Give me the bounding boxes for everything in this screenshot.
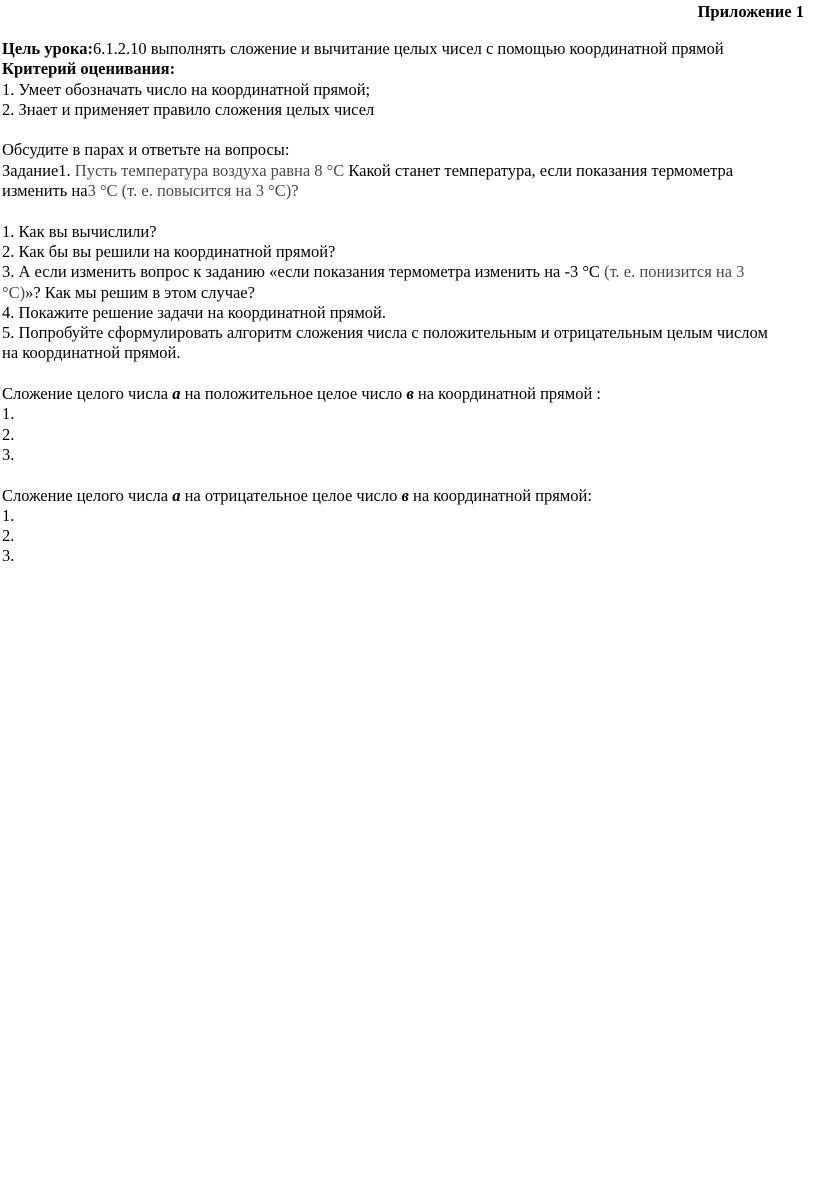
goal-code: 6.1.2.10	[92, 39, 147, 58]
criteria-item-2: 2. Знает и применяет правило сложения целых чисел	[2, 99, 375, 119]
negative-step-2: 2.	[2, 526, 15, 546]
criteria-title: Критерий оценивания:	[2, 59, 176, 79]
positive-step-1: 1.	[2, 404, 15, 424]
variable-a: а	[172, 485, 181, 505]
question-5-line-1: 5. Попробуйте сформулировать алгоритм сложения числа с положительным и отрицательным целым числом	[2, 323, 768, 343]
positive-step-3: 3.	[2, 444, 15, 464]
goal-label: Цель урока:	[2, 39, 93, 58]
goal-text: выполнять сложение и вычитание целых чисел с помощью координатной прямой	[146, 39, 724, 58]
variable-b: в	[401, 485, 409, 505]
variable-b: в	[406, 384, 414, 404]
task1-line-2: изменить на3 °С (т. е. повысится на 3 °С)?	[2, 181, 299, 201]
negative-step-3: 3.	[2, 546, 15, 566]
positive-addition-heading: Сложение целого числа а на положительное целое число в на координатной прямой :	[2, 384, 601, 404]
document-body	[2, 39, 810, 567]
question-3-line-1: 3. А если изменить вопрос к заданию «если показания термометра изменить на -3 °С (т. е. понизится на 3	[2, 262, 745, 282]
question-1: 1. Как вы вычислили?	[2, 221, 157, 241]
criteria-item-1: 1. Умеет обозначать число на координатной прямой;	[2, 79, 371, 99]
negative-addition-heading: Сложение целого числа а на отрицательное целое число в на координатной прямой:	[2, 485, 592, 505]
discuss-instruction: Обсудите в парах и ответьте на вопросы:	[2, 140, 290, 160]
negative-step-1: 1.	[2, 505, 15, 525]
positive-step-2: 2.	[2, 424, 15, 444]
lesson-goal	[2, 39, 810, 59]
task1-question: Какой станет температура, если показания термометра	[344, 160, 734, 180]
question-3-line-2: °С)»? Как мы решим в этом случае?	[2, 282, 255, 302]
question-5-line-2: на координатной прямой.	[2, 343, 181, 363]
task1-condition: Пусть температура воздуха равна 8 °С	[70, 160, 345, 180]
task1-line-1	[2, 161, 810, 181]
task1-label: Задание1.	[2, 160, 71, 180]
question-2: 2. Как бы вы решили на координатной прямой?	[2, 241, 336, 261]
variable-a: а	[172, 384, 181, 404]
question-4: 4. Покажите решение задачи на координатной прямой.	[2, 302, 387, 322]
appendix-label: Приложение 1	[697, 2, 804, 21]
